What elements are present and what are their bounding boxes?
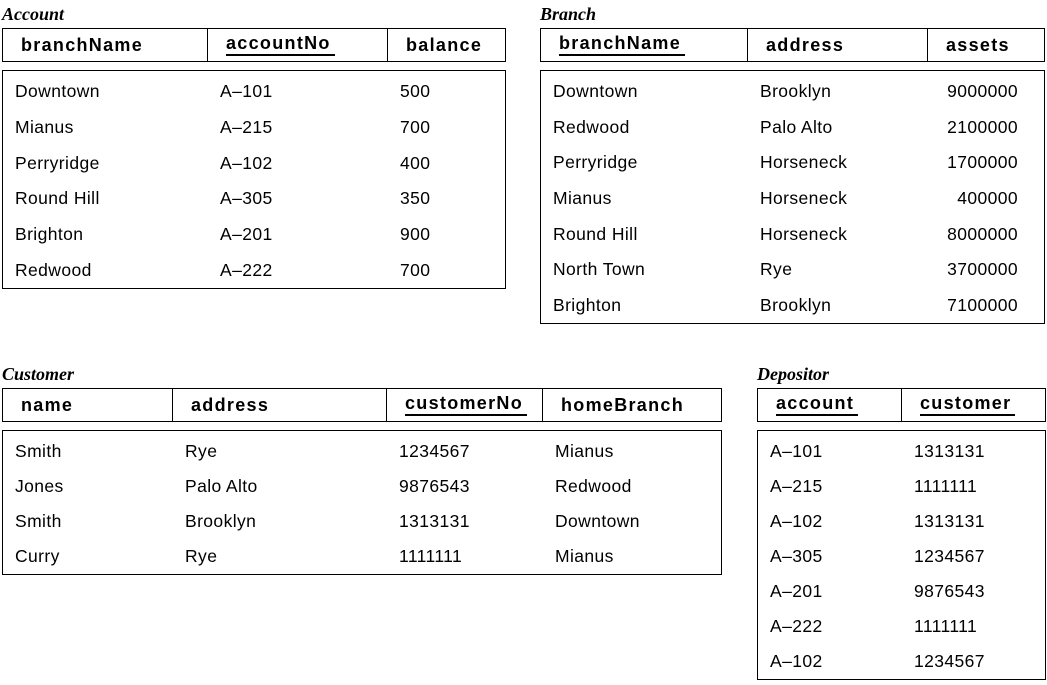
customer-table <box>2 364 722 575</box>
table-cell: Downtown <box>553 81 638 102</box>
table-header-branch <box>540 28 1045 62</box>
table-cell: 1313131 <box>914 511 985 531</box>
table-cell: A–305 <box>220 188 273 209</box>
account-table <box>2 4 506 289</box>
table-cell: 700 <box>400 259 431 280</box>
table-row <box>541 74 1044 110</box>
table-cell: 400 <box>400 152 431 173</box>
table-title-customer: Customer <box>2 364 75 384</box>
table-cell: Horseneck <box>760 152 848 173</box>
table-body-branch <box>540 70 1045 324</box>
table-row <box>3 434 721 469</box>
column-header-branchName <box>541 29 748 61</box>
table-row <box>541 145 1044 181</box>
table-cell: 1313131 <box>914 441 985 461</box>
table-header-account <box>2 28 506 62</box>
table-cell: 3700000 <box>947 259 1018 280</box>
table-cell: Brighton <box>15 224 84 245</box>
table-cell: 700 <box>400 117 431 137</box>
table-cell: Rye <box>760 259 793 280</box>
table-row <box>758 469 1045 504</box>
depositor-table <box>757 364 1046 680</box>
table-cell: 900 <box>400 224 431 245</box>
table-cell: Rye <box>185 441 218 461</box>
table-cell: Redwood <box>555 476 632 496</box>
table-body-depositor <box>757 430 1046 680</box>
table-cell: Mianus <box>555 546 614 566</box>
table-cell: Horseneck <box>760 223 848 244</box>
table-cell: 1313131 <box>399 511 470 531</box>
table-cell: Redwood <box>553 116 630 137</box>
table-row <box>3 145 505 181</box>
column-header-name: name <box>3 389 173 421</box>
table-cell: 1234567 <box>399 441 470 461</box>
table-cell: 8000000 <box>947 223 1018 244</box>
table-row <box>541 216 1044 252</box>
table-cell: 1111111 <box>914 616 978 636</box>
table-cell: Brooklyn <box>760 81 832 102</box>
primary-key-label: branchName <box>559 34 685 55</box>
table-body-account <box>2 70 506 289</box>
table-cell: 7100000 <box>947 294 1018 315</box>
table-cell: 9000000 <box>947 81 1018 102</box>
table-row <box>3 252 505 288</box>
table-header-customer <box>2 388 722 422</box>
table-row <box>3 504 721 539</box>
table-cell: Perryridge <box>15 152 100 173</box>
table-cell: A–215 <box>770 476 823 496</box>
table-cell: 9876543 <box>914 581 985 601</box>
column-header-customerNo <box>387 389 543 421</box>
table-cell: 1234567 <box>914 546 985 566</box>
table-cell: Mianus <box>15 117 74 137</box>
table-cell: Curry <box>15 546 60 566</box>
table-cell: A–215 <box>220 117 273 137</box>
table-row <box>3 181 505 217</box>
column-header-balance: balance <box>406 34 483 55</box>
column-header-homeBranch: homeBranch <box>561 394 685 415</box>
column-header-address: address <box>748 29 928 61</box>
table-cell: A–222 <box>770 616 823 636</box>
table-cell: 1700000 <box>947 152 1018 173</box>
table-title-depositor: Depositor <box>757 364 829 384</box>
table-cell: 1111111 <box>914 476 978 496</box>
table-row <box>541 110 1044 146</box>
table-cell: Smith <box>15 441 62 461</box>
table-row <box>541 181 1044 217</box>
table-row <box>758 539 1045 574</box>
primary-key-label: accountNo <box>226 34 335 55</box>
table-row <box>541 252 1044 288</box>
column-header-branchName: branchName <box>3 29 208 61</box>
table-cell: 500 <box>400 81 431 102</box>
table-cell: Round Hill <box>553 223 638 244</box>
table-cell: North Town <box>553 259 646 280</box>
table-cell: A–222 <box>220 259 273 280</box>
column-header-assets: assets <box>946 34 1010 55</box>
table-row <box>758 644 1045 679</box>
table-header-depositor <box>757 388 1046 422</box>
table-cell: 2100000 <box>947 116 1018 137</box>
table-cell: 1234567 <box>914 651 985 671</box>
table-row <box>758 504 1045 539</box>
table-cell: A–101 <box>770 441 823 461</box>
table-cell: Perryridge <box>553 152 638 173</box>
table-cell: Mianus <box>553 188 612 209</box>
table-row <box>3 110 505 146</box>
table-row <box>3 469 721 504</box>
table-cell: A–201 <box>770 581 823 601</box>
table-row <box>758 434 1045 469</box>
column-header-address: address <box>173 389 387 421</box>
table-cell: Horseneck <box>760 188 848 209</box>
table-row <box>758 574 1045 609</box>
table-cell: A–201 <box>220 224 273 245</box>
table-cell: Brooklyn <box>185 511 257 531</box>
column-header-customer <box>902 389 1044 421</box>
table-cell: Palo Alto <box>760 116 833 137</box>
table-row <box>758 609 1045 644</box>
table-row <box>3 217 505 253</box>
table-cell: 1111111 <box>399 546 463 566</box>
table-cell: Palo Alto <box>185 476 258 496</box>
branch-table <box>540 4 1045 324</box>
table-cell: Round Hill <box>15 188 100 209</box>
table-cell: Downtown <box>15 81 100 102</box>
table-cell: Brooklyn <box>760 294 832 315</box>
table-cell: Mianus <box>555 441 614 461</box>
table-cell: Jones <box>15 476 64 496</box>
table-cell: Brighton <box>553 294 622 315</box>
primary-key-label: customer <box>920 394 1015 415</box>
table-cell: A–102 <box>770 651 823 671</box>
table-cell: A–305 <box>770 546 823 566</box>
table-cell: Downtown <box>555 511 640 531</box>
primary-key-label: customerNo <box>405 394 527 415</box>
table-cell: 350 <box>400 188 431 209</box>
table-cell: A–101 <box>220 81 273 102</box>
primary-key-label: account <box>776 394 858 415</box>
table-row <box>541 287 1044 323</box>
table-body-customer <box>2 430 722 575</box>
table-cell: A–102 <box>770 511 823 531</box>
table-cell: Smith <box>15 511 62 531</box>
table-title-account: Account <box>2 4 65 24</box>
table-cell: Rye <box>185 546 218 566</box>
column-header-accountNo <box>208 29 388 61</box>
table-cell: Redwood <box>15 259 92 280</box>
table-cell: 400000 <box>957 188 1018 209</box>
table-row <box>3 74 505 110</box>
table-row <box>3 539 721 574</box>
table-cell: 9876543 <box>399 476 470 496</box>
table-title-branch: Branch <box>540 4 597 24</box>
table-cell: A–102 <box>220 152 273 173</box>
column-header-account <box>758 389 902 421</box>
